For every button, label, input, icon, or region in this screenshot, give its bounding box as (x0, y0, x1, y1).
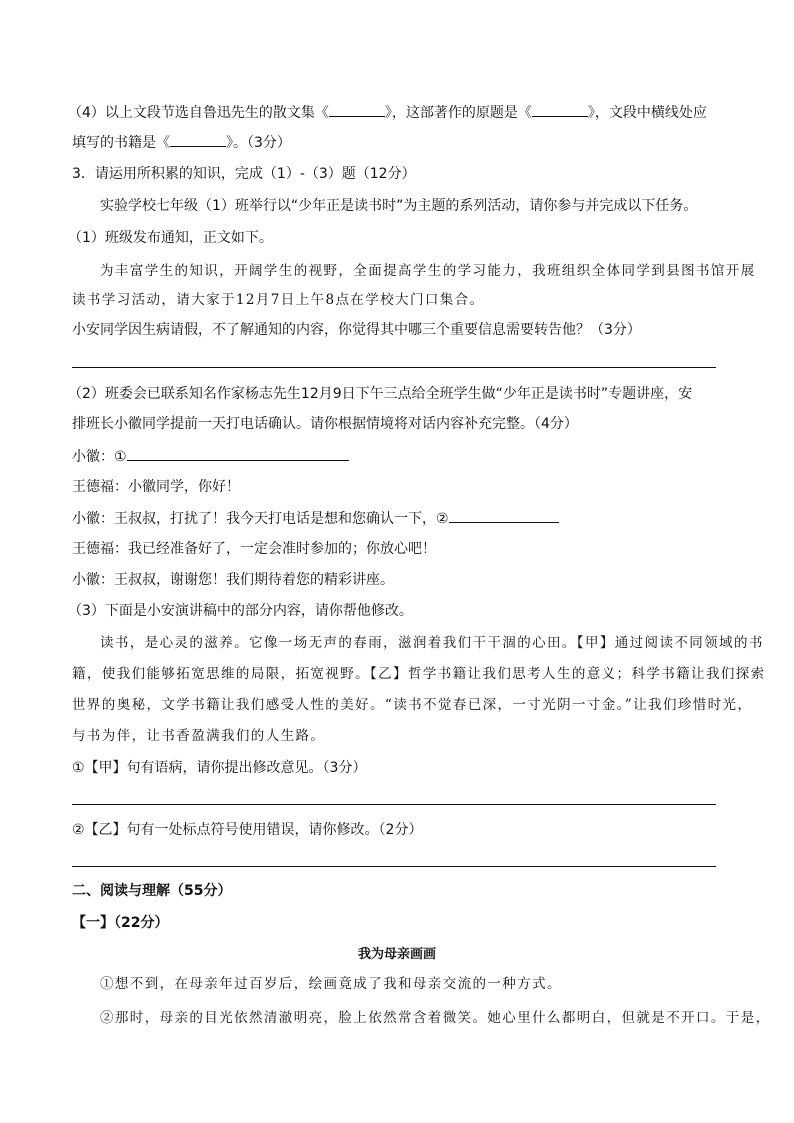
answer-blank-2[interactable] (532, 102, 588, 117)
q2-4-text-a: （4）以上文段节选自鲁迅先生的散文集《 (68, 105, 329, 121)
article-para-2: ②那时，母亲的目光依然清澈明亮，脸上依然常含着微笑。她心里什么都明白，但就是不开口。于是， (100, 1010, 771, 1026)
dialogue-speaker-text: 小徽：① (72, 449, 127, 465)
q2-4-text-e: 》。（3分） (226, 135, 291, 151)
answer-blank-1[interactable] (329, 102, 385, 117)
q2-4-text-b: 》，这部著作的原题是《 (384, 105, 532, 121)
q3-intro: 实验学校七年级（1）班举行以“少年正是读书时”为主题的系列活动，请你参与并完成以下任务。 (100, 198, 698, 214)
notice-line-2: 读书学习活动，请大家于12月7日上午8点在学校大门口集合。 (72, 292, 485, 308)
section-heading: 二、阅读与理解（55分） (72, 883, 232, 899)
answer-line-1[interactable] (72, 367, 716, 368)
q3-1-label: （1）班级发布通知，正文如下。 (68, 230, 273, 246)
article-title: 我为母亲画画 (357, 947, 436, 962)
speech-para-2: 籍，使我们能够拓宽思维的局限，拓宽视野。【乙】哲学书籍让我们思考人生的意义；科学书籍让我们探索 (72, 666, 766, 682)
q3-2-line1: （2）班委会已联系知名作家杨志先生12月9日下午三点给全班学生做“少年正是读书时”专题讲座，安 (68, 386, 693, 402)
dialogue-line-1 (72, 446, 722, 467)
q2-4-line1 (68, 102, 718, 123)
answer-line-3[interactable] (72, 866, 716, 867)
q3-1-question: 小安同学因生病请假，不了解通知的内容，你觉得其中哪三个重要信息需要转告他？（3分） (72, 322, 641, 338)
speech-para-1: 读书，是心灵的滋养。它像一场无声的春雨，滋润着我们干干涸的心田。【甲】通过阅读不同领域的书 (100, 635, 764, 651)
q3-3-question-2: ②【乙】句有一处标点符号使用错误，请你修改。（2分） (72, 822, 423, 838)
q3-2-line2: 排班长小徽同学提前一天打电话确认。请你根据情境将对话内容补充完整。（4分） (72, 416, 578, 432)
dialogue-line-4: 王德福：我已经准备好了，一定会准时参加的；你放心吧！ (72, 541, 436, 557)
q2-4-text-d: 填写的书籍是《 (72, 135, 170, 151)
dialogue-line-5: 小徽：王叔叔，谢谢您！我们期待着您的精彩讲座。 (72, 572, 394, 588)
q3-3-label: （3）下面是小安演讲稿中的部分内容，请你帮他修改。 (68, 603, 413, 619)
q3-heading: 3．请运用所积累的知识，完成（1）-（3）题（12分） (72, 166, 416, 182)
notice-line-1: 为丰富学生的知识，开阔学生的视野，全面提高学生的学习能力，我班组织全体同学到县图书馆开展 (100, 263, 756, 279)
speech-para-3: 世界的奥秘，文学书籍让我们感受人性的美好。“读书不觉春已深，一寸光阴一寸金。”让我们珍惜时光， (72, 697, 753, 713)
dialogue-line-2: 王德福：小徽同学，你好！ (72, 479, 240, 495)
q2-4-line2 (72, 132, 722, 153)
q2-4-text-c: 》，文段中横线处应 (587, 105, 707, 121)
answer-blank-3[interactable] (170, 132, 226, 147)
part-heading: 【一】（22分） (72, 915, 169, 931)
answer-blank-4[interactable] (127, 446, 349, 461)
answer-line-2[interactable] (72, 804, 716, 805)
dialogue-line-3 (72, 508, 722, 529)
q3-3-question-1: ①【甲】句有语病，请你提出修改意见。（3分） (72, 760, 367, 776)
dialogue-speaker-text: 小徽：王叔叔，打扰了！我今天打电话是想和您确认一下，② (72, 511, 449, 527)
article-para-1: ①想不到，在母亲年过百岁后，绘画竟成了我和母亲交流的一种方式。 (100, 976, 562, 992)
answer-blank-5[interactable] (449, 508, 559, 523)
speech-para-4: 与书为伴，让书香盈满我们的人生路。 (72, 728, 326, 744)
